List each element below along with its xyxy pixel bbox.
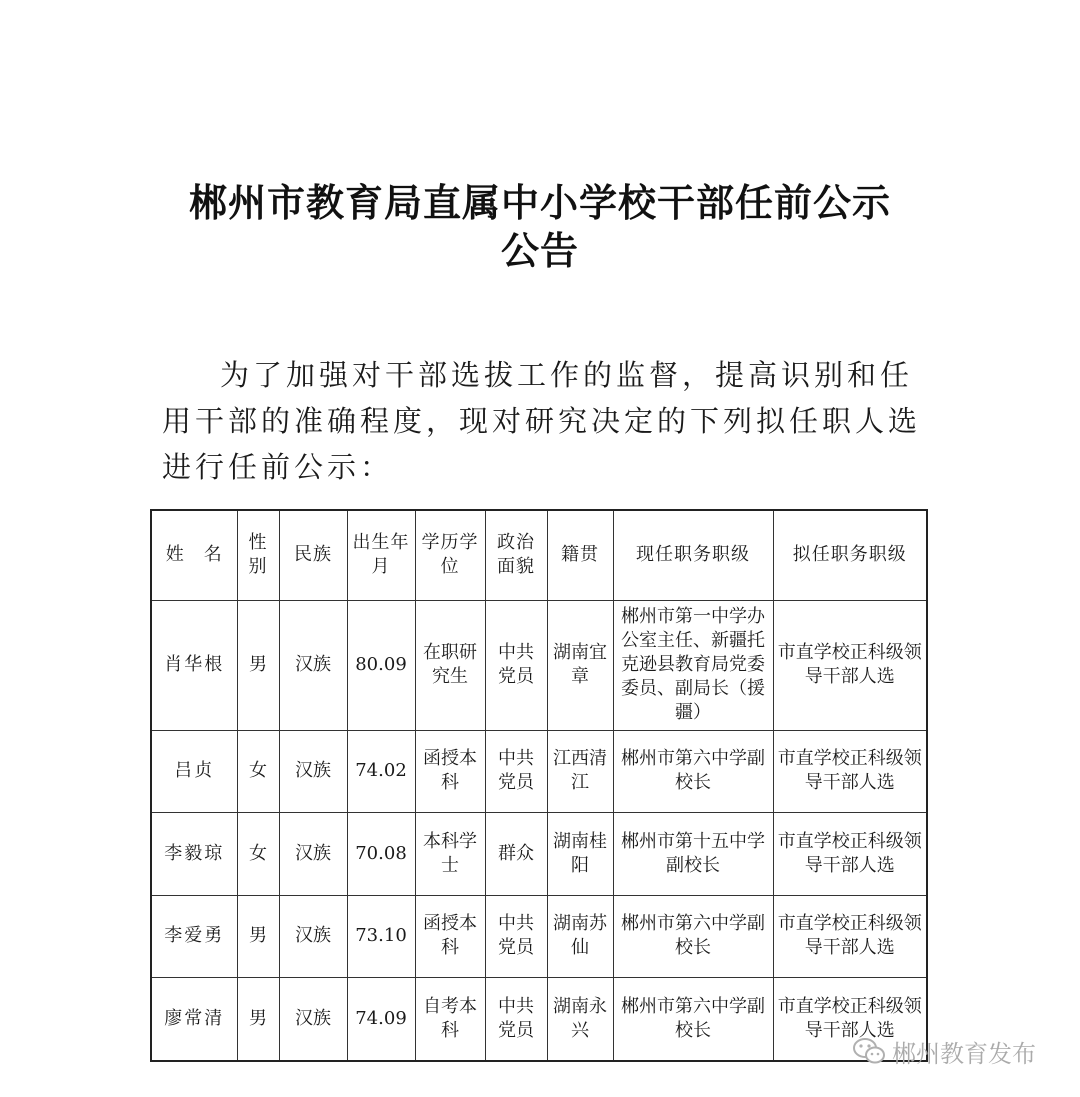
cell-origin: 湖南宜章: [547, 600, 613, 730]
cell-education: 本科学士: [415, 812, 485, 895]
header-education: 学历学位: [415, 510, 485, 600]
cell-political: 中共党员: [485, 600, 547, 730]
table-row: [151, 977, 927, 1061]
header-political: 政治面貌: [485, 510, 547, 600]
wechat-icon: [852, 1036, 886, 1066]
cell-education: 函授本科: [415, 895, 485, 977]
header-name: 姓 名: [151, 510, 237, 600]
cell-birth: 74.09: [347, 977, 415, 1061]
cell-proposed-post: 市直学校正科级领导干部人选: [773, 812, 927, 895]
cell-ethnicity: 汉族: [279, 895, 347, 977]
cell-ethnicity: 汉族: [279, 977, 347, 1061]
cell-birth: 80.09: [347, 600, 415, 730]
header-birth: 出生年月: [347, 510, 415, 600]
table-row: [151, 600, 927, 730]
header-proposed-post: 拟任职务职级: [773, 510, 927, 600]
cell-current-post: 郴州市第十五中学副校长: [613, 812, 773, 895]
cell-education: 在职研究生: [415, 600, 485, 730]
cell-birth: 70.08: [347, 812, 415, 895]
cell-name: 吕贞: [151, 730, 237, 812]
cell-origin: 江西清江: [547, 730, 613, 812]
cell-education: 自考本科: [415, 977, 485, 1061]
cell-proposed-post: 市直学校正科级领导干部人选: [773, 600, 927, 730]
cell-origin: 湖南桂阳: [547, 812, 613, 895]
cell-political: 群众: [485, 812, 547, 895]
cell-name: 李爱勇: [151, 895, 237, 977]
document-title: 郴州市教育局直属中小学校干部任前公示: [188, 181, 891, 225]
header-gender: 性别: [237, 510, 279, 600]
table-row: [151, 730, 927, 812]
cell-birth: 73.10: [347, 895, 415, 977]
cell-political: 中共党员: [485, 730, 547, 812]
cell-birth: 74.02: [347, 730, 415, 812]
cell-name: 廖常清: [151, 977, 237, 1061]
header-ethnicity: 民族: [279, 510, 347, 600]
cell-proposed-post: 市直学校正科级领导干部人选: [773, 977, 927, 1061]
cell-proposed-post: 市直学校正科级领导干部人选: [773, 730, 927, 812]
cell-ethnicity: 汉族: [279, 730, 347, 812]
cell-current-post: 郴州市第六中学副校长: [613, 730, 773, 812]
header-current-post: 现任职务职级: [613, 510, 773, 600]
table-header-row: [151, 510, 927, 600]
cell-gender: 男: [237, 895, 279, 977]
cell-gender: 男: [237, 977, 279, 1061]
header-origin: 籍贯: [547, 510, 613, 600]
cell-education: 函授本科: [415, 730, 485, 812]
cell-gender: 女: [237, 812, 279, 895]
cell-current-post: 郴州市第六中学副校长: [613, 977, 773, 1061]
cell-political: 中共党员: [485, 895, 547, 977]
table-row: [151, 812, 927, 895]
cell-name: 李毅琼: [151, 812, 237, 895]
watermark: [852, 1034, 1036, 1068]
cell-origin: 湖南永兴: [547, 977, 613, 1061]
watermark-text: 郴州教育发布: [892, 1039, 1036, 1068]
document-title-line2: 公告: [500, 229, 579, 273]
cell-gender: 男: [237, 600, 279, 730]
table-row: [151, 895, 927, 977]
cell-ethnicity: 汉族: [279, 812, 347, 895]
intro-paragraph: 为了加强对干部选拔工作的监督，提高识别和任用干部的准确程度，现对研究决定的下列拟任职人选进行任前公示：: [162, 358, 922, 484]
cell-political: 中共党员: [485, 977, 547, 1061]
cell-gender: 女: [237, 730, 279, 812]
cell-proposed-post: 市直学校正科级领导干部人选: [773, 895, 927, 977]
candidate-table: [150, 509, 928, 1062]
cell-current-post: 郴州市第六中学副校长: [613, 895, 773, 977]
cell-origin: 湖南苏仙: [547, 895, 613, 977]
cell-current-post: 郴州市第一中学办公室主任、新疆托克逊县教育局党委委员、副局长（援疆）: [613, 600, 773, 730]
cell-ethnicity: 汉族: [279, 600, 347, 730]
cell-name: 肖华根: [151, 600, 237, 730]
